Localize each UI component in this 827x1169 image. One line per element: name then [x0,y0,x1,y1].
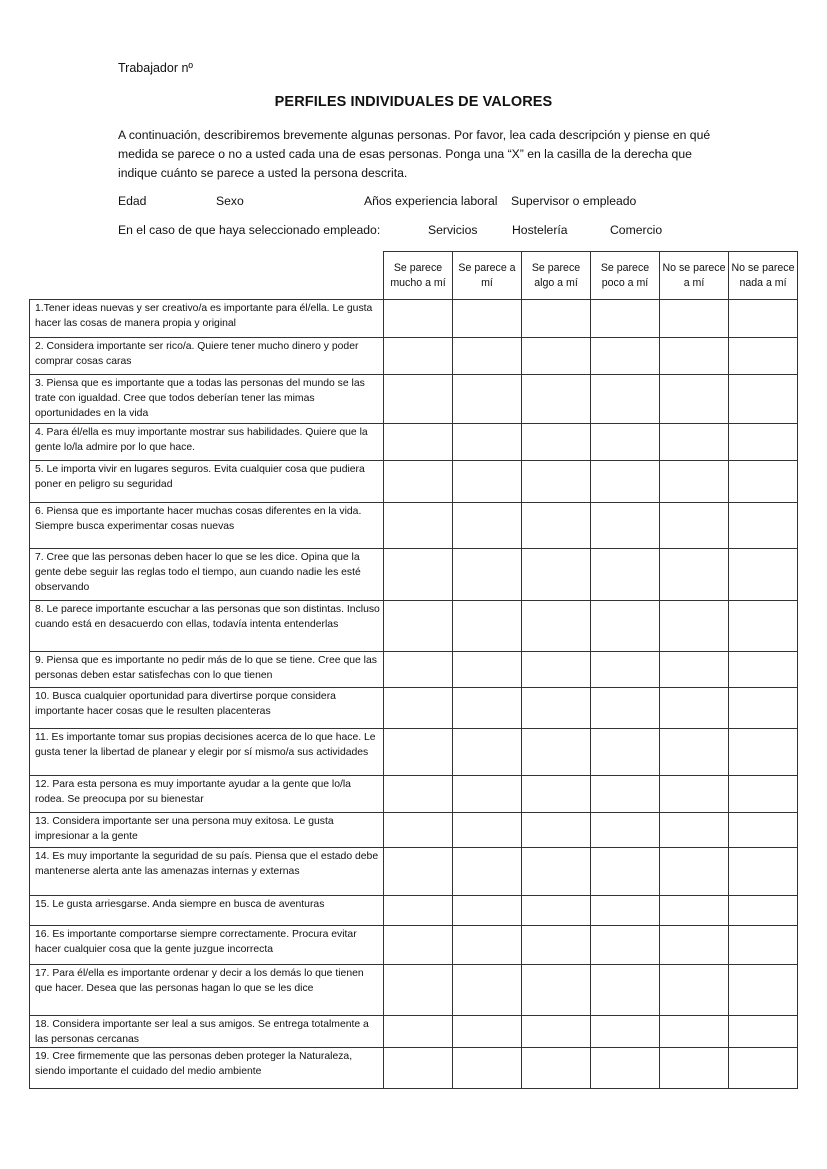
item-description: 17. Para él/ella es importante ordenar y decir a los demás lo que tienen que hacer. Desea que las personas hagan lo que se les dice [30,965,384,1016]
answer-checkbox-cell[interactable] [729,896,798,926]
answer-checkbox-cell[interactable] [522,848,591,896]
answer-checkbox-cell[interactable] [522,652,591,688]
answer-checkbox-cell[interactable] [453,652,522,688]
answer-checkbox-cell[interactable] [384,926,453,965]
item-description: 3. Piensa que es importante que a todas las personas del mundo se las trate con igualdad. Cree que todos deberían tener las mimas oportunidades en la vida [30,375,384,424]
column-header: Se parece poco a mí [591,252,660,300]
answer-checkbox-cell[interactable] [660,926,729,965]
answer-checkbox-cell[interactable] [729,729,798,776]
item-description: 1.Tener ideas nuevas y ser creativo/a es importante para él/ella. Le gusta hacer las cosas de manera propia y original [30,300,384,338]
answer-checkbox-cell[interactable] [453,1048,522,1089]
answer-checkbox-cell[interactable] [660,652,729,688]
answer-checkbox-cell[interactable] [591,338,660,375]
answer-checkbox-cell[interactable] [384,896,453,926]
answer-checkbox-cell[interactable] [591,926,660,965]
item-description: 4. Para él/ella es muy importante mostrar sus habilidades. Quiere que la gente lo/la admire por lo que hace. [30,424,384,461]
table-row [30,601,798,652]
answer-checkbox-cell[interactable] [384,601,453,652]
table-row [30,424,798,461]
answer-checkbox-cell[interactable] [660,601,729,652]
answer-checkbox-cell[interactable] [591,652,660,688]
answer-checkbox-cell[interactable] [729,424,798,461]
item-description: 9. Piensa que es importante no pedir más de lo que se tiene. Cree que las personas deben estar satisfechas con lo que tienen [30,652,384,688]
answer-checkbox-cell[interactable] [729,549,798,601]
table-row [30,776,798,813]
table-row [30,503,798,549]
answer-checkbox-cell[interactable] [591,424,660,461]
answer-checkbox-cell[interactable] [591,813,660,848]
answer-checkbox-cell[interactable] [453,338,522,375]
answer-checkbox-cell[interactable] [591,300,660,338]
column-header: Se parece mucho a mí [384,252,453,300]
answer-checkbox-cell[interactable] [453,688,522,729]
table-row [30,375,798,424]
answer-checkbox-cell[interactable] [660,300,729,338]
answer-checkbox-cell[interactable] [453,813,522,848]
table-row [30,848,798,896]
answer-checkbox-cell[interactable] [660,813,729,848]
answer-checkbox-cell[interactable] [384,338,453,375]
answer-checkbox-cell[interactable] [522,338,591,375]
answer-checkbox-cell[interactable] [660,729,729,776]
answer-checkbox-cell[interactable] [453,848,522,896]
table-row [30,926,798,965]
answer-checkbox-cell[interactable] [384,375,453,424]
answer-checkbox-cell[interactable] [591,1048,660,1089]
answer-checkbox-cell[interactable] [453,896,522,926]
answer-checkbox-cell[interactable] [384,776,453,813]
answer-checkbox-cell[interactable] [591,503,660,549]
answer-checkbox-cell[interactable] [453,300,522,338]
table-row [30,896,798,926]
answer-checkbox-cell[interactable] [453,424,522,461]
column-header: Se parece algo a mí [522,252,591,300]
answer-checkbox-cell[interactable] [729,503,798,549]
answer-checkbox-cell[interactable] [591,461,660,503]
table-row [30,300,798,338]
table-row [30,1048,798,1089]
answer-checkbox-cell[interactable] [384,549,453,601]
answer-checkbox-cell[interactable] [522,461,591,503]
answer-checkbox-cell[interactable] [522,688,591,729]
item-description: 6. Piensa que es importante hacer muchas cosas diferentes en la vida. Siempre busca experimentar cosas nuevas [30,503,384,549]
answer-checkbox-cell[interactable] [591,896,660,926]
answer-checkbox-cell[interactable] [591,1016,660,1048]
answer-checkbox-cell[interactable] [384,688,453,729]
item-description: 7. Cree que las personas deben hacer lo que se les dice. Opina que la gente debe seguir las reglas todo el tiempo, aun cuando nadie les esté observando [30,549,384,601]
answer-checkbox-cell[interactable] [453,503,522,549]
role-field-label: Supervisor o empleado [511,194,637,208]
sector-services-option: Servicios [428,223,478,237]
item-description: 12. Para esta persona es muy importante ayudar a la gente que lo/la rodea. Se preocupa por su bienestar [30,776,384,813]
sector-hospitality-option: Hostelería [512,223,568,237]
item-description: 15. Le gusta arriesgarse. Anda siempre en busca de aventuras [30,896,384,926]
answer-checkbox-cell[interactable] [522,375,591,424]
answer-checkbox-cell[interactable] [453,729,522,776]
answer-checkbox-cell[interactable] [522,424,591,461]
answer-checkbox-cell[interactable] [522,549,591,601]
answer-checkbox-cell[interactable] [384,729,453,776]
answer-checkbox-cell[interactable] [522,601,591,652]
answer-checkbox-cell[interactable] [384,1016,453,1048]
table-row [30,813,798,848]
answer-checkbox-cell[interactable] [660,848,729,896]
table-row [30,729,798,776]
answer-checkbox-cell[interactable] [453,375,522,424]
table-row [30,688,798,729]
answer-checkbox-cell[interactable] [660,549,729,601]
answer-checkbox-cell[interactable] [591,688,660,729]
answer-checkbox-cell[interactable] [729,688,798,729]
table-row [30,1016,798,1048]
table-row [30,549,798,601]
answer-checkbox-cell[interactable] [729,776,798,813]
answer-checkbox-cell[interactable] [453,549,522,601]
experience-field-label: Años experiencia laboral [364,194,498,208]
answer-checkbox-cell[interactable] [453,1016,522,1048]
item-description: 8. Le parece importante escuchar a las personas que son distintas. Incluso cuando está en desacuerdo con ellas, todavía intenta entenderlas [30,601,384,652]
answer-checkbox-cell[interactable] [660,424,729,461]
age-field-label: Edad [118,194,147,208]
column-header: No se parece a mí [660,252,729,300]
answer-checkbox-cell[interactable] [729,601,798,652]
answer-checkbox-cell[interactable] [522,1048,591,1089]
answer-checkbox-cell[interactable] [522,300,591,338]
table-row [30,652,798,688]
item-description: 2. Considera importante ser rico/a. Quiere tener mucho dinero y poder comprar cosas caras [30,338,384,375]
answer-checkbox-cell[interactable] [522,965,591,1016]
worker-number-label: Trabajador nº [118,61,193,75]
answer-checkbox-cell[interactable] [384,848,453,896]
answer-checkbox-cell[interactable] [660,338,729,375]
answer-checkbox-cell[interactable] [729,848,798,896]
answer-checkbox-cell[interactable] [591,848,660,896]
answer-checkbox-cell[interactable] [660,1016,729,1048]
item-description: 18. Considera importante ser leal a sus amigos. Se entrega totalmente a las personas cercanas [30,1016,384,1048]
answer-checkbox-cell[interactable] [384,1048,453,1089]
answer-checkbox-cell[interactable] [591,776,660,813]
answer-checkbox-cell[interactable] [729,1016,798,1048]
answer-checkbox-cell[interactable] [660,375,729,424]
answer-checkbox-cell[interactable] [729,813,798,848]
instructions-paragraph: A continuación, describiremos brevemente algunas personas. Por favor, lea cada descripción y piense en qué medida se parece o no a usted cada una de esas personas. Ponga una “X” en la casilla de la derecha que indique cuánto se parece a usted la persona descrita. [118,128,711,180]
answer-checkbox-cell[interactable] [384,813,453,848]
table-row [30,338,798,375]
answer-checkbox-cell[interactable] [660,688,729,729]
answer-checkbox-cell[interactable] [729,926,798,965]
item-description: 14. Es muy importante la seguridad de su país. Piensa que el estado debe mantenerse alerta ante las amenazas internas y externas [30,848,384,896]
item-description: 13. Considera importante ser una persona muy exitosa. Le gusta impresionar a la gente [30,813,384,848]
answer-checkbox-cell[interactable] [522,503,591,549]
answer-checkbox-cell[interactable] [660,503,729,549]
answer-checkbox-cell[interactable] [729,965,798,1016]
answer-checkbox-cell[interactable] [660,461,729,503]
item-description: 19. Cree firmemente que las personas deben proteger la Naturaleza, siendo importante el cuidado del medio ambiente [30,1048,384,1089]
answer-checkbox-cell[interactable] [453,926,522,965]
answer-checkbox-cell[interactable] [384,965,453,1016]
employee-case-label: En el caso de que haya seleccionado empleado: [118,223,381,237]
answer-checkbox-cell[interactable] [522,776,591,813]
answer-checkbox-cell[interactable] [384,461,453,503]
answer-checkbox-cell[interactable] [591,965,660,1016]
answer-checkbox-cell[interactable] [384,424,453,461]
answer-checkbox-cell[interactable] [729,461,798,503]
answer-checkbox-cell[interactable] [522,926,591,965]
answer-checkbox-cell[interactable] [522,813,591,848]
answer-checkbox-cell[interactable] [591,375,660,424]
answer-checkbox-cell[interactable] [591,549,660,601]
blank-corner [30,252,384,300]
answer-checkbox-cell[interactable] [729,300,798,338]
answer-checkbox-cell[interactable] [660,776,729,813]
answer-checkbox-cell[interactable] [453,601,522,652]
answer-checkbox-cell[interactable] [453,965,522,1016]
answer-checkbox-cell[interactable] [660,965,729,1016]
answer-checkbox-cell[interactable] [660,896,729,926]
answer-checkbox-cell[interactable] [729,1048,798,1089]
item-description: 5. Le importa vivir en lugares seguros. Evita cualquier cosa que pudiera poner en peligro su seguridad [30,461,384,503]
answer-checkbox-cell[interactable] [384,503,453,549]
item-description: 10. Busca cualquier oportunidad para divertirse porque considera importante hacer cosas que le resulten placenteras [30,688,384,729]
page-title: PERFILES INDIVIDUALES DE VALORES [274,94,553,110]
answer-checkbox-cell[interactable] [453,776,522,813]
sector-commerce-option: Comercio [610,223,663,237]
answer-checkbox-cell[interactable] [522,896,591,926]
answer-checkbox-cell[interactable] [591,729,660,776]
item-description: 11. Es importante tomar sus propias decisiones acerca de lo que hace. Le gusta tener la libertad de planear y elegir por sí mismo/a sus actividades [30,729,384,776]
column-header: Se parece a mí [453,252,522,300]
answer-checkbox-cell[interactable] [453,461,522,503]
values-table [29,251,798,1089]
answer-checkbox-cell[interactable] [522,729,591,776]
answer-checkbox-cell[interactable] [384,652,453,688]
answer-checkbox-cell[interactable] [729,375,798,424]
answer-checkbox-cell[interactable] [729,652,798,688]
column-header: No se parece nada a mí [729,252,798,300]
answer-checkbox-cell[interactable] [729,338,798,375]
item-description: 16. Es importante comportarse siempre correctamente. Procura evitar hacer cualquier cosa que la gente juzgue incorrecta [30,926,384,965]
answer-checkbox-cell[interactable] [522,1016,591,1048]
table-row [30,965,798,1016]
sex-field-label: Sexo [216,194,244,208]
table-row [30,461,798,503]
answer-checkbox-cell[interactable] [591,601,660,652]
answer-checkbox-cell[interactable] [660,1048,729,1089]
answer-checkbox-cell[interactable] [384,300,453,338]
